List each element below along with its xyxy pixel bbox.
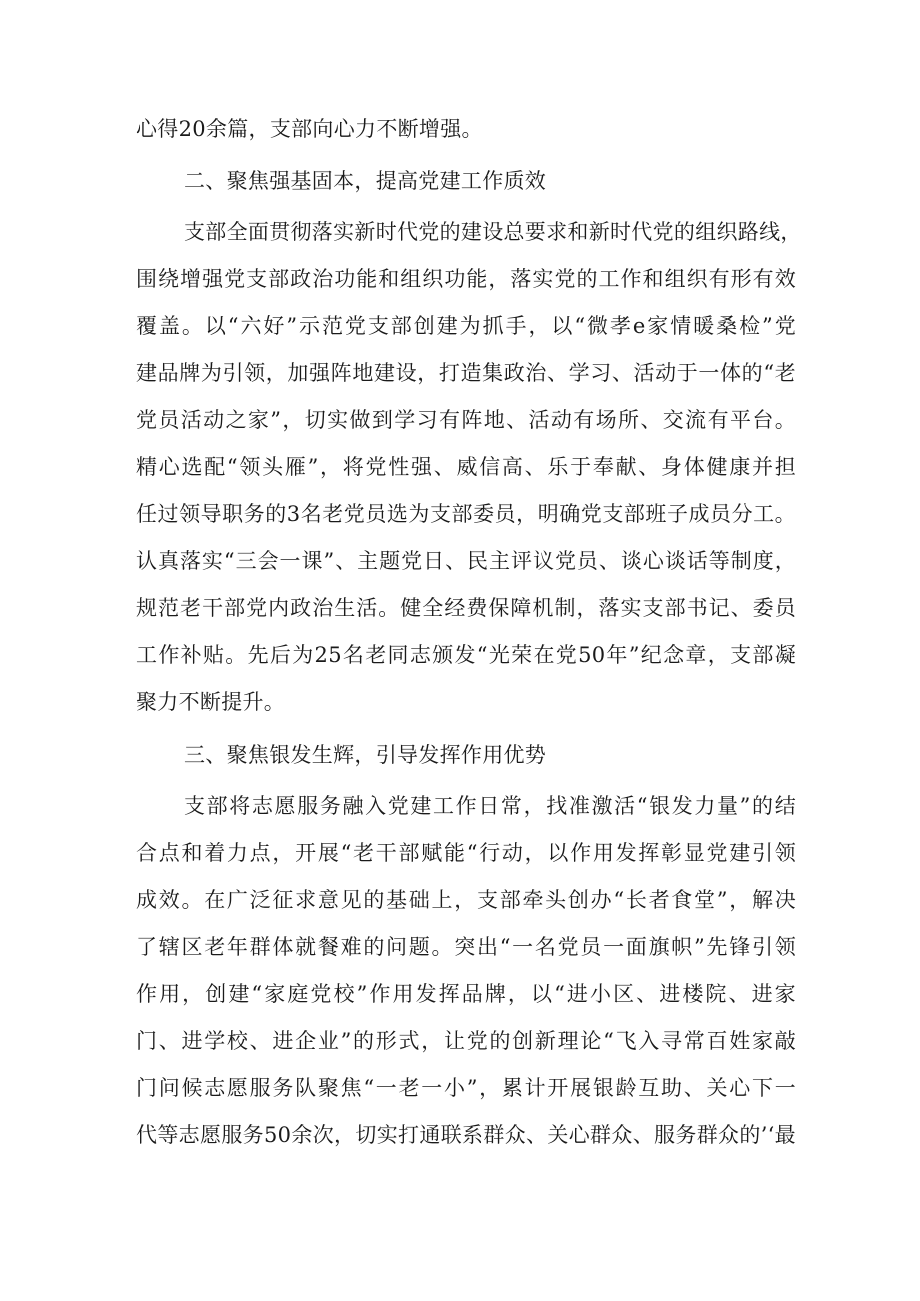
text-line: 门、进学校、进企业”的形式，让党的创新理论“飞入寻常百姓家敲 (136, 1029, 796, 1053)
text-line: 支部全面贯彻落实新时代党的建设总要求和新时代党的组织路线， (184, 220, 802, 244)
text-line: 工作补贴。先后为25名老同志颁发“光荣在党50年”纪念章，支部凝 (136, 643, 796, 667)
text-line: 心得20余篇，支部向心力不断增强。 (136, 117, 483, 141)
section-heading: 二、聚焦强基固本，提高党建工作质效 (184, 169, 547, 193)
text-line: 精心选配“领头雁”，将党性强、威信高、乐于奉献、身体健康并担 (136, 455, 796, 479)
text-line: 合点和着力点，开展“老干部赋能“行动，以作用发挥彰显党建引领 (136, 841, 796, 865)
text-line: 成效。在广泛征求意见的基础上，支部牵头创办“长者食堂”，解决 (136, 888, 796, 912)
text-line: 了辖区老年群体就餐难的问题。突出“一名党员一面旗帜”先锋引领 (136, 935, 796, 959)
text-line: 支部将志愿服务融入党建工作日常，找准激活“银发力量”的结 (184, 794, 796, 818)
text-line: 认真落实“三会一课”、主题党日、民主评议党员、谈心谈话等制度， (136, 549, 796, 573)
text-line: 党员活动之家”，切实做到学习有阵地、活动有场所、交流有平台。 (136, 408, 796, 432)
text-line: 建品牌为引领，加强阵地建设，打造集政治、学习、活动于一体的“老 (136, 361, 796, 385)
text-line: 任过领导职务的3名老党员选为支部委员，明确党支部班子成员分工。 (136, 502, 796, 526)
text-line: 聚力不断提升。 (136, 690, 286, 714)
section-heading: 三、聚焦银发生辉，引导发挥作用优势 (184, 743, 547, 767)
text-line: 围绕增强党支部政治功能和组织功能，落实党的工作和组织有形有效 (136, 267, 796, 291)
text-line: 规范老干部党内政治生活。健全经费保障机制，落实支部书记、委员 (136, 596, 796, 620)
text-line: 代等志愿服务50余次，切实打通联系群众、关心群众、服务群众的’‘最 (136, 1123, 796, 1147)
text-line: 覆盖。以“六好”示范党支部创建为抓手，以“微孝e家情暖桑检”党 (136, 314, 796, 338)
text-line: 作用，创建“家庭党校”作用发挥品牌，以“进小区、进楼院、进家 (136, 982, 796, 1006)
text-line: 门问候志愿服务队聚焦“一老一小”，累计开展银龄互助、关心下一 (136, 1076, 796, 1100)
